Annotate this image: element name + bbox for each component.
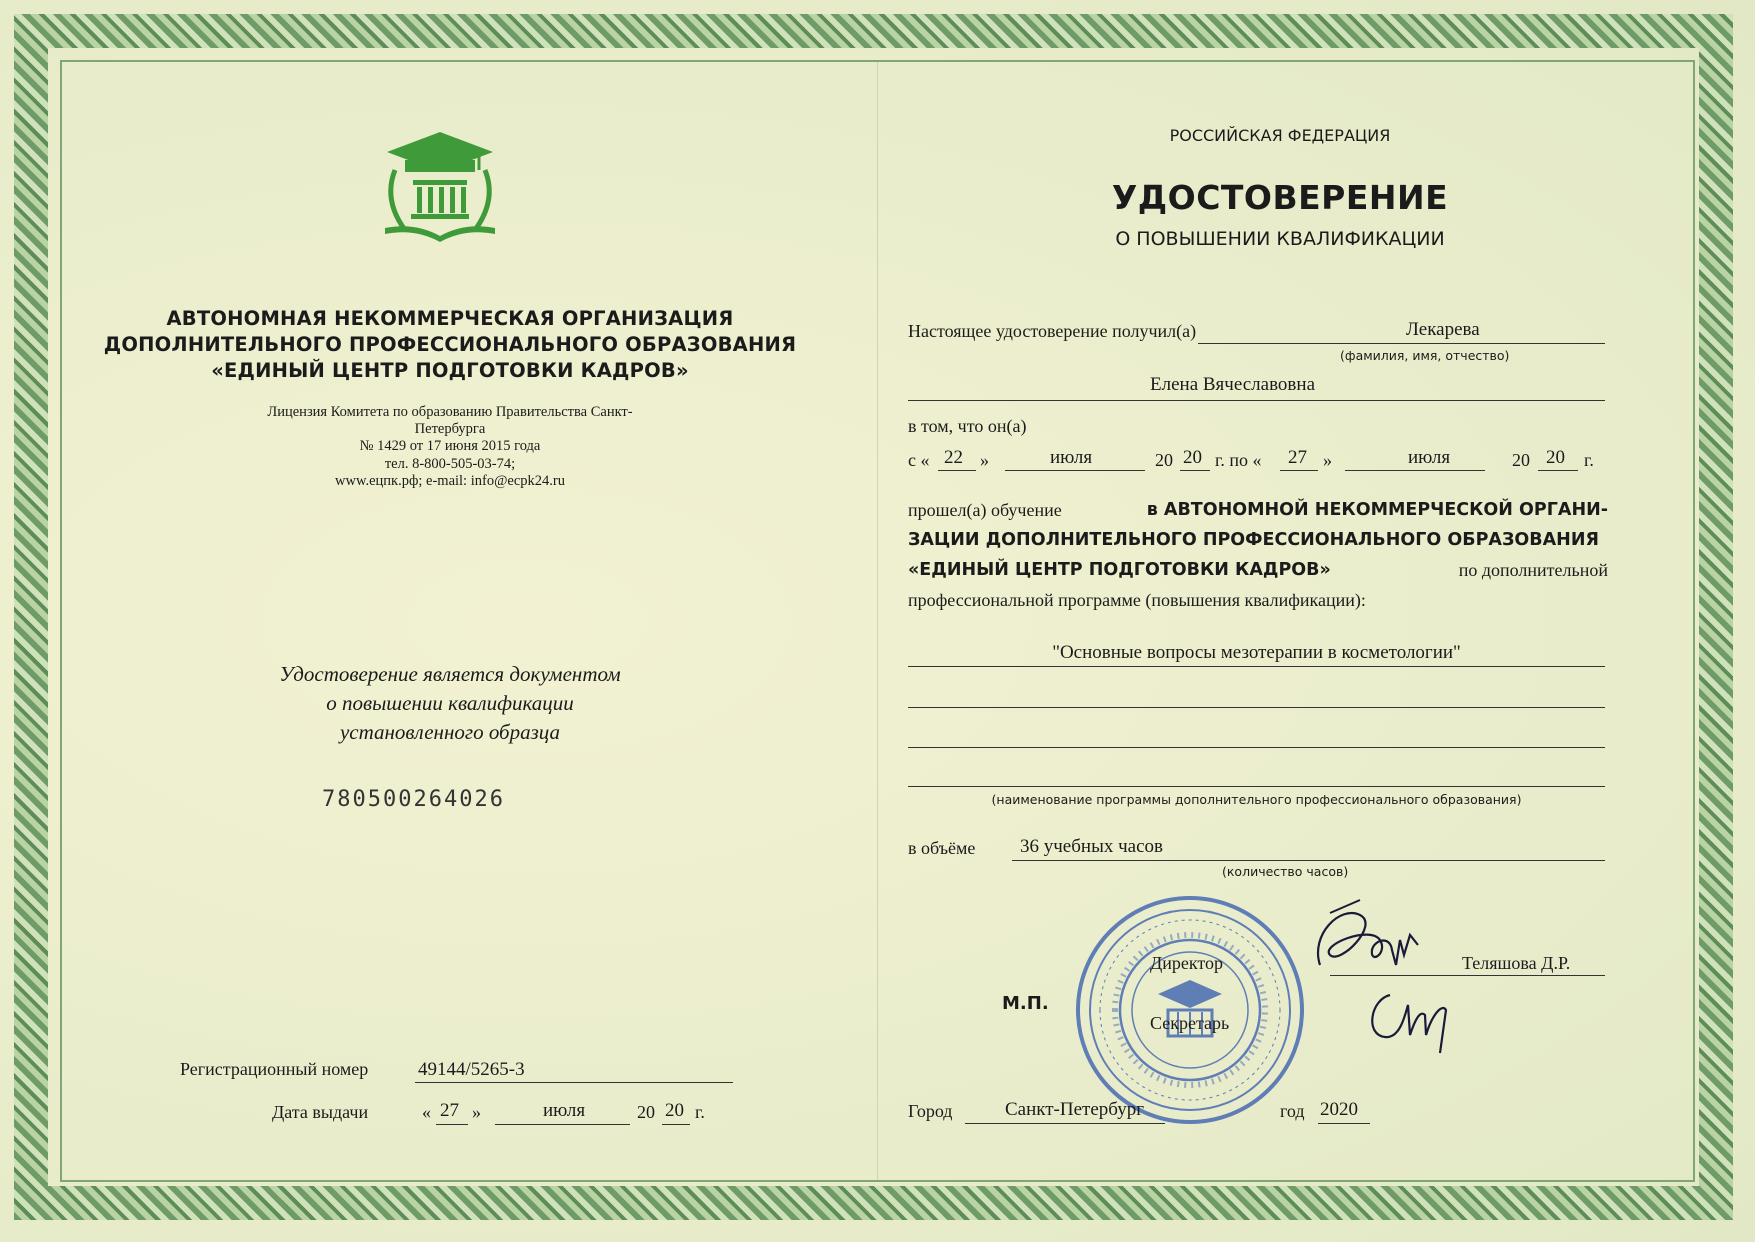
to-day: 27 bbox=[1288, 447, 1307, 468]
volume-label: в объёме bbox=[908, 838, 976, 858]
issue-year: 20 bbox=[665, 1100, 684, 1121]
mp-label: М.П. bbox=[1002, 993, 1049, 1014]
city-line bbox=[965, 1123, 1165, 1124]
license-line-1: Лицензия Комитета по образованию Правительства Санкт-Петербурга bbox=[267, 404, 633, 437]
org-line-2: ДОПОЛНИТЕЛЬНОГО ПРОФЕССИОНАЛЬНОГО ОБРАЗОВАНИЯ bbox=[103, 333, 797, 356]
to-year-line bbox=[1538, 470, 1578, 471]
from-year-line bbox=[1180, 470, 1210, 471]
to-close: » bbox=[1323, 450, 1332, 470]
issue-quote-open: « bbox=[422, 1102, 431, 1122]
reg-value: 49144/5265-3 bbox=[418, 1059, 525, 1080]
program-line-3 bbox=[908, 747, 1605, 748]
year-line bbox=[1318, 1123, 1370, 1124]
program-name: "Основные вопросы мезотерапии в косметологии" bbox=[1052, 642, 1461, 663]
document-note bbox=[200, 660, 700, 747]
first-patronymic: Елена Вячеславовна bbox=[1150, 374, 1316, 395]
city-value: Санкт-Петербург bbox=[1005, 1099, 1145, 1120]
trained-bold-2: ЗАЦИИ ДОПОЛНИТЕЛЬНОГО ПРОФЕССИОНАЛЬНОГО ОБРАЗОВАНИЯ bbox=[908, 530, 1599, 550]
country: РОССИЙСКАЯ ФЕДЕРАЦИЯ bbox=[1169, 126, 1391, 145]
note-line-3: установленного образца bbox=[339, 720, 561, 744]
issue-month: июля bbox=[543, 1100, 586, 1121]
from-label: с « bbox=[908, 450, 930, 470]
org-line-3: «ЕДИНЫЙ ЦЕНТР ПОДГОТОВКИ КАДРОВ» bbox=[211, 359, 689, 382]
name-hint: (фамилия, имя, отчество) bbox=[1340, 348, 1510, 363]
issue-year-suffix: г. bbox=[695, 1102, 705, 1122]
volume-value: 36 учебных часов bbox=[1020, 836, 1163, 857]
director-name: Теляшова Д.Р. bbox=[1462, 953, 1571, 973]
reg-line bbox=[415, 1082, 733, 1083]
trained-paragraph bbox=[908, 495, 1608, 615]
surname: Лекарева bbox=[1406, 319, 1480, 340]
trained-bold-1: в АВТОНОМНОЙ НЕКОММЕРЧЕСКОЙ ОРГАНИ- bbox=[1146, 500, 1608, 520]
issue-month-line bbox=[495, 1124, 630, 1125]
from-year-prefix: 20 bbox=[1155, 450, 1173, 470]
secretary-label: Секретарь bbox=[1150, 1013, 1230, 1033]
issue-quote-close: » bbox=[472, 1102, 481, 1122]
issue-day: 27 bbox=[440, 1100, 459, 1121]
to-month-line bbox=[1345, 470, 1485, 471]
surname-line bbox=[1198, 343, 1605, 344]
trained-plain: прошел(а) обучение bbox=[908, 500, 1062, 520]
trained-row-1 bbox=[908, 495, 1608, 525]
volume-line bbox=[1012, 860, 1605, 861]
reg-label: Регистрационный номер bbox=[180, 1059, 369, 1079]
org-line-1: АВТОНОМНАЯ НЕКОММЕРЧЕСКАЯ ОРГАНИЗАЦИЯ bbox=[166, 307, 734, 330]
web-email: www.ецпк.рф; e-mail: info@ecpk24.ru bbox=[335, 473, 565, 489]
that-label: в том, что он(а) bbox=[908, 416, 1027, 436]
volume-hint: (количество часов) bbox=[1222, 864, 1349, 879]
issue-year-line bbox=[662, 1124, 690, 1125]
to-year-prefix: 20 bbox=[1512, 450, 1530, 470]
from-day-line bbox=[938, 470, 976, 471]
year-label: год bbox=[1280, 1101, 1305, 1121]
program-line-2 bbox=[908, 707, 1605, 708]
to-day-line bbox=[1280, 470, 1318, 471]
trained-row-3 bbox=[908, 555, 1608, 585]
phone: тел. 8-800-505-03-74; bbox=[384, 456, 516, 472]
from-month: июля bbox=[1050, 447, 1093, 468]
contact-info bbox=[250, 456, 650, 490]
from-close: » bbox=[980, 450, 989, 470]
issue-day-line bbox=[436, 1124, 468, 1125]
name-line-2 bbox=[908, 400, 1605, 401]
note-line-1: Удостоверение является документом bbox=[279, 662, 621, 686]
doc-subtitle: О ПОВЫШЕНИИ КВАЛИФИКАЦИИ bbox=[1115, 228, 1445, 250]
year-suffix: г. bbox=[1584, 450, 1594, 470]
city-label: Город bbox=[908, 1101, 953, 1121]
to-year: 20 bbox=[1546, 447, 1565, 468]
received-label: Настоящее удостоверение получил(а) bbox=[908, 321, 1197, 341]
note-line-2: о повышении квалификации bbox=[326, 691, 574, 715]
organization-name bbox=[100, 306, 800, 384]
trained-bold-3: «ЕДИНЫЙ ЦЕНТР ПОДГОТОВКИ КАДРОВ» bbox=[908, 560, 1331, 580]
to-month: июля bbox=[1408, 447, 1451, 468]
issue-label: Дата выдачи bbox=[272, 1102, 369, 1122]
director-label: Директор bbox=[1150, 953, 1224, 973]
serial-number: 780500264026 bbox=[322, 787, 505, 812]
license-line-2: № 1429 от 17 июня 2015 года bbox=[359, 438, 541, 454]
program-line-1 bbox=[908, 666, 1605, 667]
secretary-signature bbox=[1360, 975, 1470, 1055]
to-label: г. по « bbox=[1215, 450, 1262, 470]
from-month-line bbox=[1005, 470, 1145, 471]
program-line-4 bbox=[908, 786, 1605, 787]
trained-plain-3: профессиональной программе (повышения квалификации): bbox=[908, 590, 1366, 610]
doc-title: УДОСТОВЕРЕНИЕ bbox=[1111, 178, 1449, 217]
fold-line bbox=[877, 62, 878, 1180]
from-year: 20 bbox=[1183, 447, 1202, 468]
year-value: 2020 bbox=[1320, 1099, 1358, 1120]
program-hint: (наименование программы дополнительного профессионального образования) bbox=[991, 792, 1522, 807]
license-info bbox=[250, 404, 650, 455]
academy-logo bbox=[375, 130, 505, 250]
issue-year-prefix: 20 bbox=[637, 1102, 655, 1122]
organization-seal bbox=[1070, 890, 1310, 1130]
trained-plain-2: по дополнительной bbox=[1458, 560, 1608, 580]
from-day: 22 bbox=[944, 447, 963, 468]
